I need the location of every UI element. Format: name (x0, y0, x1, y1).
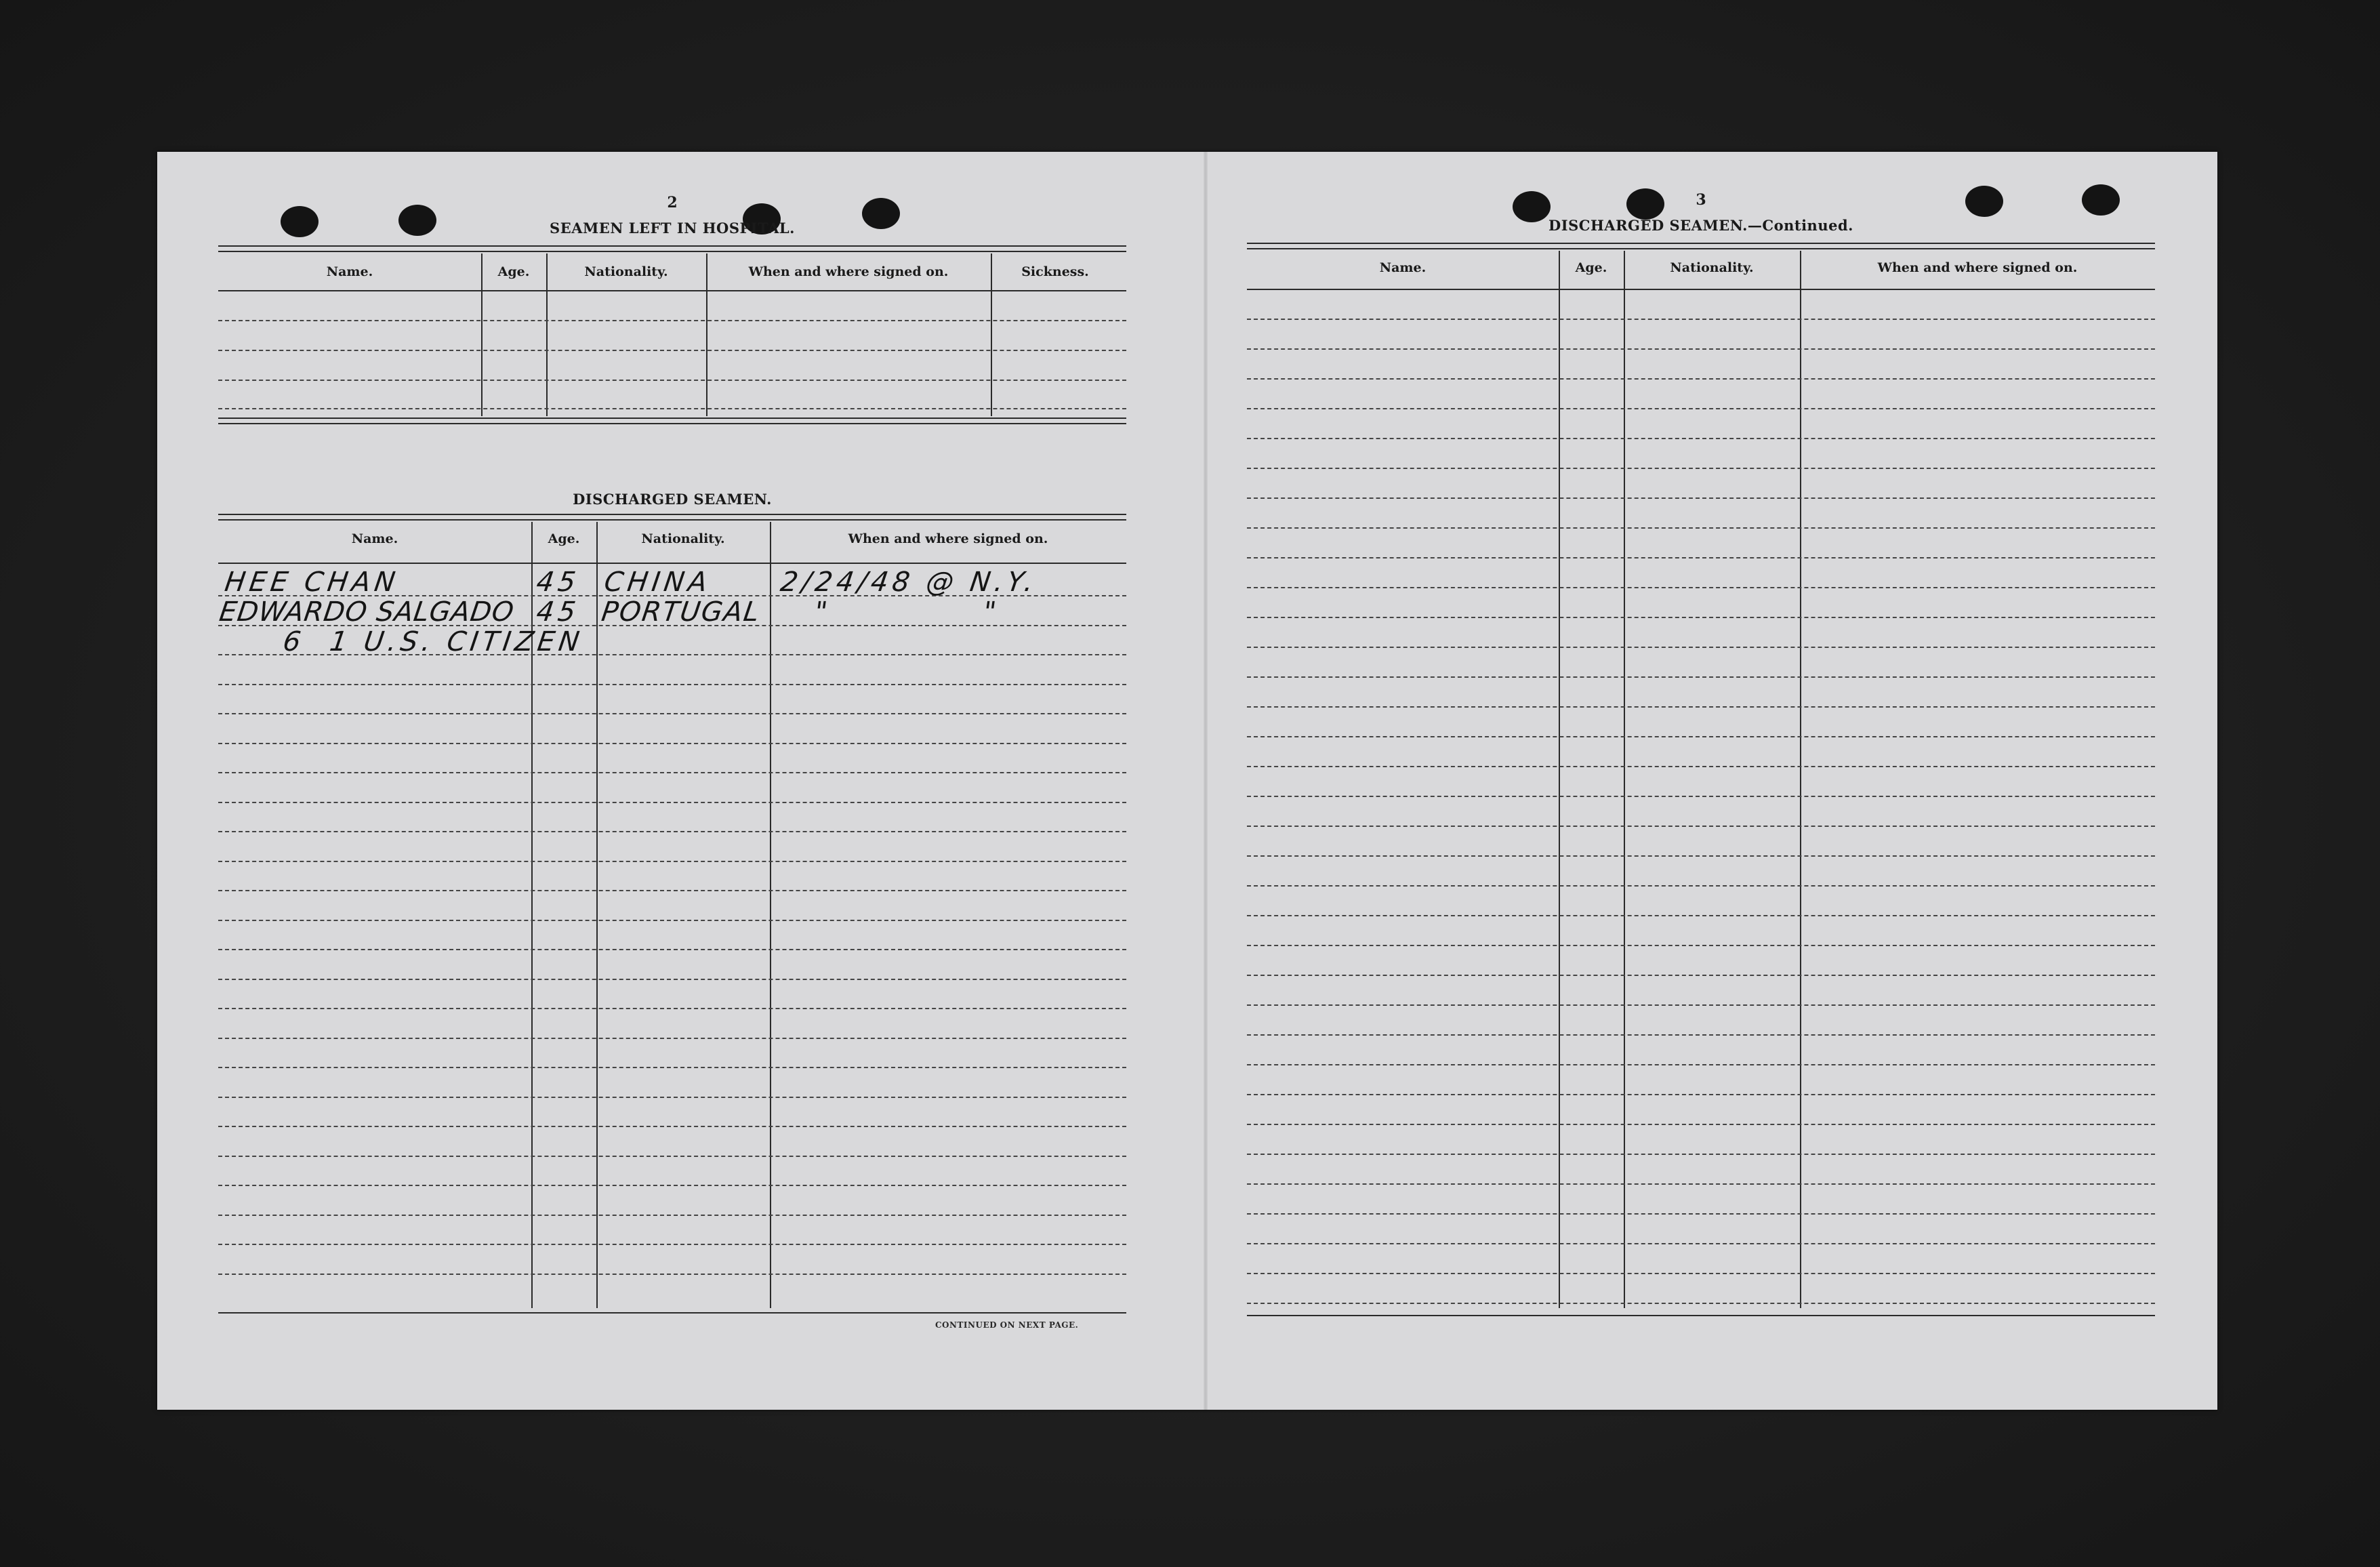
ruled-line (218, 890, 1126, 891)
ruled-line (1247, 1154, 2155, 1155)
ruled-line (218, 1097, 1126, 1098)
header-age: Age. (1575, 260, 1607, 275)
header-rule (218, 290, 1126, 291)
entry-name: EDWARDO SALGADO (217, 596, 516, 628)
ruled-line (218, 772, 1126, 773)
ruled-line (218, 1244, 1126, 1245)
section-rule (1247, 243, 2155, 249)
ruled-line (1247, 319, 2155, 320)
ruled-line (1247, 736, 2155, 737)
ruled-line (1247, 527, 2155, 529)
ruled-line (1247, 497, 2155, 499)
ruled-line (1247, 945, 2155, 946)
column-divider (1624, 251, 1625, 1308)
ruled-line (218, 1038, 1126, 1039)
ruled-line (218, 861, 1126, 862)
header-nationality: Nationality. (1670, 260, 1754, 275)
page-number: 2 (667, 194, 678, 211)
ruled-line (218, 802, 1126, 803)
ruled-line (1247, 915, 2155, 916)
left-page (218, 152, 1126, 1410)
page-fold (1204, 152, 1208, 1410)
ruled-line (1247, 438, 2155, 439)
column-divider (1559, 251, 1560, 1308)
entry-signed-on: 2/24/48 @ N.Y. (778, 567, 1040, 598)
ruled-line (218, 1126, 1126, 1127)
right-page (1247, 152, 2155, 1410)
ruled-line (1247, 1004, 2155, 1006)
header-name: Name. (1379, 260, 1427, 275)
ruled-line (1247, 1213, 2155, 1215)
ruled-line (1247, 378, 2155, 380)
column-divider (546, 253, 548, 416)
entry-name: HEE CHAN (222, 567, 401, 598)
ruled-line (1247, 1094, 2155, 1095)
header-name: Name. (326, 264, 373, 279)
ruled-line (1247, 557, 2155, 558)
header-signed-on: When and where signed on. (748, 264, 949, 279)
header-signed-on: When and where signed on. (848, 531, 1048, 546)
ruled-line (218, 1067, 1126, 1068)
entry-age: 45 (534, 596, 582, 628)
column-divider (596, 522, 598, 1308)
page-number: 3 (1696, 191, 1706, 209)
ruled-line (1247, 975, 2155, 976)
ruled-line (218, 1008, 1126, 1009)
header-signed-on: When and where signed on. (1877, 260, 2078, 275)
column-divider (770, 522, 771, 1308)
entry-signed-on: " " (812, 596, 1002, 628)
discharged-section-title: DISCHARGED SEAMEN. (573, 491, 772, 508)
ruled-line (1247, 855, 2155, 857)
ruled-line (218, 1185, 1126, 1186)
entry-note: 6 1 U.S. CITIZEN (281, 626, 586, 657)
ruled-line (1247, 1303, 2155, 1304)
entry-nationality: CHINA (602, 567, 714, 598)
discharged-continued-table (1247, 251, 2155, 1308)
ruled-line (218, 920, 1126, 921)
ruled-line (1247, 587, 2155, 588)
document-sheet (157, 152, 2217, 1410)
header-age: Age. (548, 531, 580, 546)
continued-note: CONTINUED ON NEXT PAGE. (935, 1320, 1079, 1330)
ruled-line (218, 350, 1126, 351)
hospital-table (218, 253, 1126, 416)
ruled-line (1247, 1124, 2155, 1125)
hospital-section-title: SEAMEN LEFT IN HOSPITAL. (550, 220, 795, 237)
discharged-continued-title: DISCHARGED SEAMEN.—Continued. (1548, 217, 1853, 234)
ruled-line (1247, 796, 2155, 797)
ruled-line (218, 684, 1126, 685)
bottom-rule (218, 1312, 1126, 1314)
header-name: Name. (351, 531, 398, 546)
ruled-line (1247, 468, 2155, 469)
column-divider (481, 253, 483, 416)
ruled-line (1247, 1034, 2155, 1036)
ruled-line (218, 1215, 1126, 1216)
header-rule (1247, 289, 2155, 290)
ruled-line (1247, 885, 2155, 887)
ruled-line (218, 979, 1126, 980)
entry-age: 45 (534, 567, 582, 598)
column-divider (706, 253, 707, 416)
ruled-line (1247, 1273, 2155, 1274)
ruled-line (218, 713, 1126, 714)
section-rule (218, 418, 1126, 424)
ruled-line (1247, 676, 2155, 678)
ruled-line (1247, 647, 2155, 648)
header-sickness: Sickness. (1021, 264, 1089, 279)
ruled-line (218, 743, 1126, 744)
ruled-line (218, 831, 1126, 832)
ruled-line (218, 949, 1126, 950)
section-rule (218, 245, 1126, 252)
ruled-line (218, 1274, 1126, 1275)
column-divider (1800, 251, 1801, 1308)
column-divider (991, 253, 992, 416)
ruled-line (218, 1156, 1126, 1157)
ruled-line (1247, 766, 2155, 767)
ruled-line (218, 320, 1126, 321)
ruled-line (1247, 408, 2155, 409)
ruled-line (1247, 617, 2155, 618)
ruled-line (1247, 1064, 2155, 1065)
ruled-line (218, 408, 1126, 409)
ruled-line (218, 380, 1126, 381)
header-rule (218, 563, 1126, 564)
header-age: Age. (497, 264, 530, 279)
header-nationality: Nationality. (641, 531, 725, 546)
ruled-line (1247, 348, 2155, 350)
header-nationality: Nationality. (584, 264, 668, 279)
ruled-line (1247, 1183, 2155, 1185)
entry-nationality: PORTUGAL (599, 596, 762, 628)
section-rule (218, 514, 1126, 521)
bottom-rule (1247, 1315, 2155, 1316)
ruled-line (1247, 826, 2155, 827)
ruled-line (1247, 706, 2155, 708)
ruled-line (1247, 1243, 2155, 1244)
